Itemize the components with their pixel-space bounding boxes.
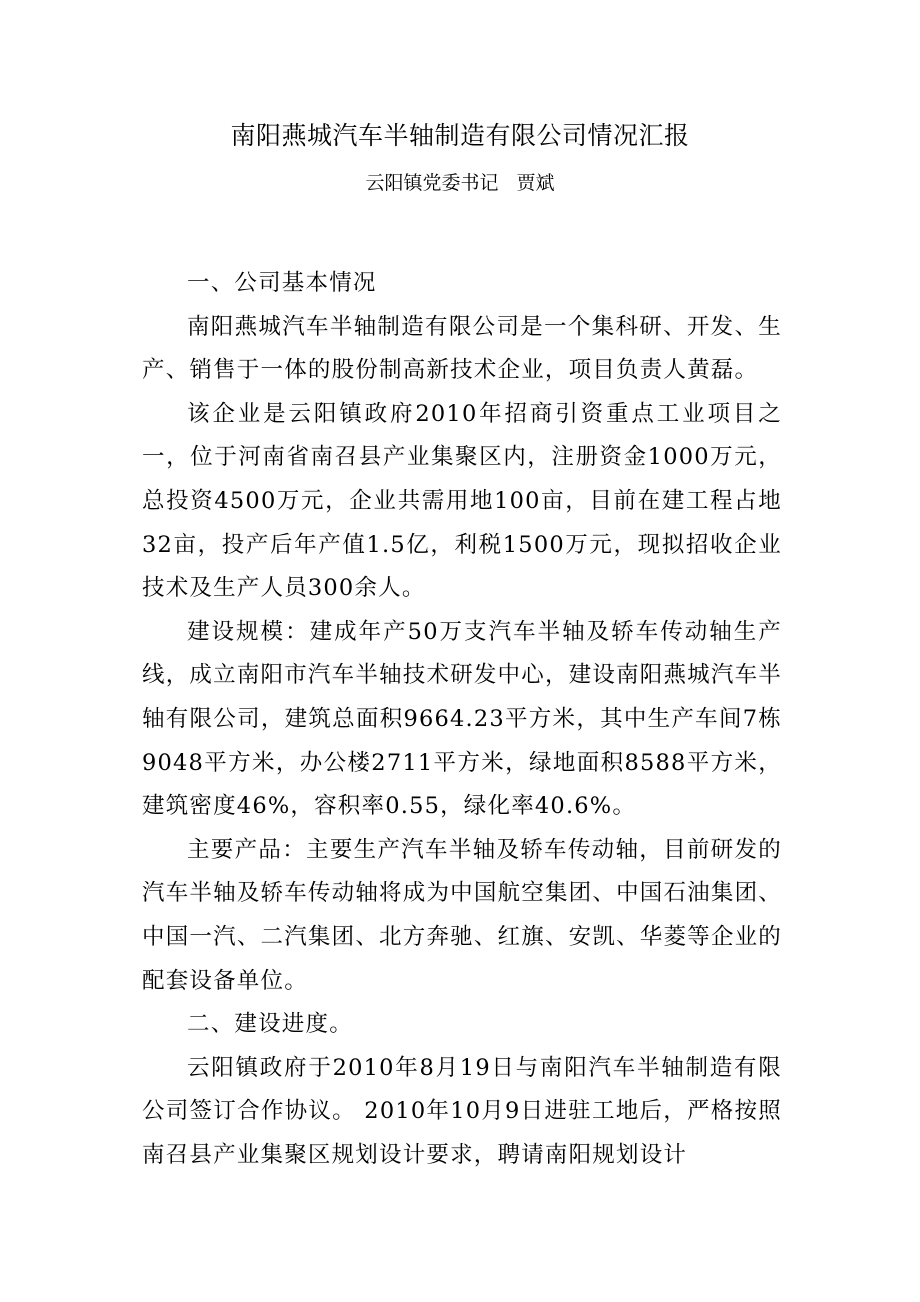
section-heading-basic-info: 一、公司基本情况 xyxy=(187,270,377,296)
section-heading-progress: 二、建设进度。 xyxy=(187,1011,353,1038)
paragraph-progress: 云阳镇政府于2010年8月19日与南阳汽车半轴制造有限公司签订合作协议。 2010年10月9日进驻工地后，严格按照南召县产业集聚区规划设计要求，聘请南阳规划设计 xyxy=(142,1054,782,1168)
paragraph-main-products: 主要产品：主要生产汽车半轴及轿车传动轴，目前研发的汽车半轴及轿车传动轴将成为中国航空集团、中国石油集团、中国一汽、二汽集团、北方奔驰、红旗、安凯、华菱等企业的配套设备单位。 xyxy=(142,836,782,994)
paragraph-company-intro: 南阳燕城汽车半轴制造有限公司是一个集科研、开发、生产、销售于一体的股份制高新技术企业，项目负责人黄磊。 xyxy=(142,313,782,384)
document-body xyxy=(142,262,782,1177)
paragraph-investment: 该企业是云阳镇政府2010年招商引资重点工业项目之一，位于河南省南召县产业集聚区内，注册资金1000万元，总投资4500万元，企业共需用地100亩，目前在建工程占地32亩，投产后年产值1.5亿，利税1500万元，现拟招收企业技术及生产人员300余人。 xyxy=(142,400,782,602)
document-author: 云阳镇党委书记 贾斌 xyxy=(365,172,555,194)
paragraph-construction-scale: 建设规模：建成年产50万支汽车半轴及轿车传动轴生产线，成立南阳市汽车半轴技术研发中心，建设南阳燕城汽车半轴有限公司，建筑总面积9664.23平方米，其中生产车间7栋9048平方米，办公楼2711平方米，绿地面积8588平方米，建筑密度46%，容积率0.55，绿化率40.6%。 xyxy=(142,618,782,820)
document-title: 南阳燕城汽车半轴制造有限公司情况汇报 xyxy=(230,121,690,150)
